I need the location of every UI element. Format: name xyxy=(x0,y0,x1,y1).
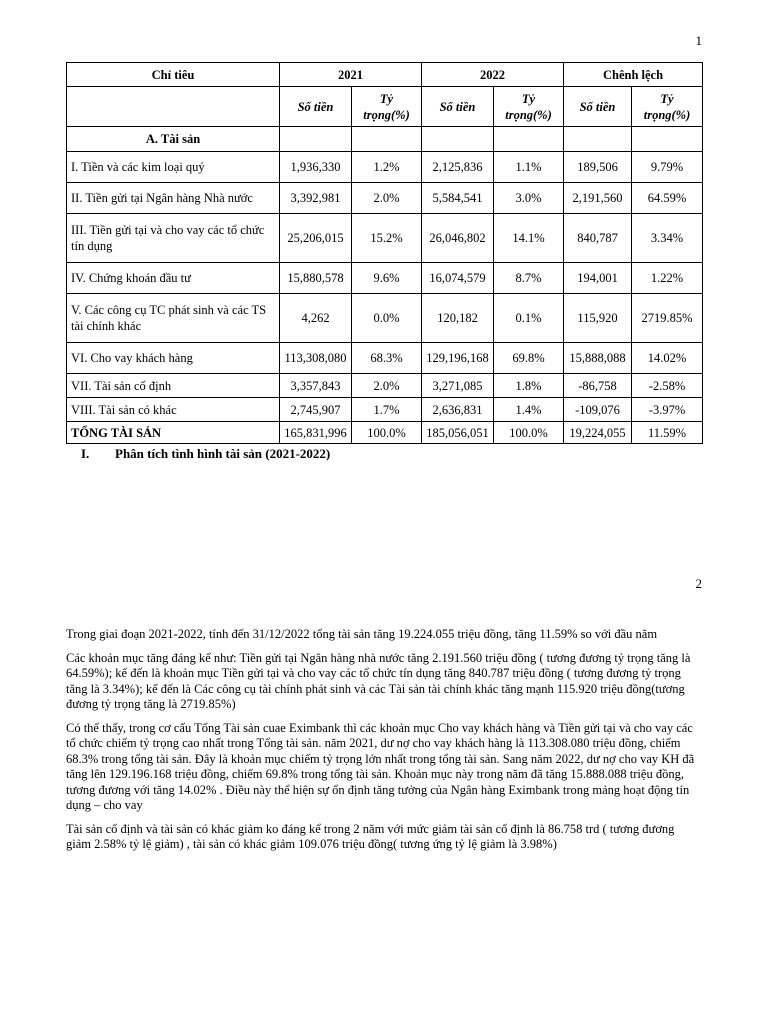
header-amount: Số tiền xyxy=(422,87,494,127)
cell-ratio-2022: 1.1% xyxy=(494,152,564,183)
header-indicator: Chỉ tiêu xyxy=(67,63,280,87)
header-diff: Chênh lệch xyxy=(564,63,703,87)
cell-ratio-2022: 100.0% xyxy=(494,422,564,444)
paragraph: Có thể thấy, trong cơ cấu Tổng Tài sản cuae Eximbank thì các khoản mục Cho vay khách hàng và Tiền gửi tại và cho vay các tổ chức chiếm tỷ trọng cao nhất trong Tổng tài sản. năm 2021, dư nợ cho vay khách hàng là 113.308.080 triệu đồng, chiếm 68.3% trong tổng tài sản. Đây là khoản mục chiếm tỷ trọng lớn nhất trong tổng tài sản. Sang năm 2022, dư nợ cho vay KH đã tăng lên 129.196.168 triệu đồng, chiếm 69.8% trong tổng tài sản. Khoản mục này trong năm đã tăng 15.888.088 triệu đồng, tương đương với tăng 14.02% . Điều này thể hiện sự ổn định tăng tưởng của Ngân hàng Eximbank trong mảng hoạt động tín dụng – cho vay xyxy=(66,720,695,812)
row-label: I. Tiền và các kim loại quý xyxy=(67,152,280,183)
cell-ratio-2021: 9.6% xyxy=(352,263,422,294)
table-row xyxy=(67,263,703,294)
header-2021: 2021 xyxy=(280,63,422,87)
cell-ratio-2021: 0.0% xyxy=(352,294,422,343)
cell-diff-ratio: 2719.85% xyxy=(632,294,703,343)
asset-table xyxy=(66,62,703,444)
cell-diff-ratio: 14.02% xyxy=(632,343,703,374)
cell-diff-ratio: 3.34% xyxy=(632,214,703,263)
table-row xyxy=(67,152,703,183)
header-ratio: Tỷ trọng(%) xyxy=(494,87,564,127)
cell-ratio-2022: 0.1% xyxy=(494,294,564,343)
cell-ratio-2022: 3.0% xyxy=(494,183,564,214)
cell-diff-amount: -86,758 xyxy=(564,374,632,398)
page-number: 1 xyxy=(695,33,702,48)
cell-ratio-2022: 14.1% xyxy=(494,214,564,263)
table-row xyxy=(67,294,703,343)
row-label: IV. Chứng khoán đầu tư xyxy=(67,263,280,294)
cell-ratio-2021: 100.0% xyxy=(352,422,422,444)
cell-diff-amount: 115,920 xyxy=(564,294,632,343)
cell-amount-2021: 165,831,996 xyxy=(280,422,352,444)
cell-amount-2022: 2,636,831 xyxy=(422,398,494,422)
cell-ratio-2022: 69.8% xyxy=(494,343,564,374)
cell-amount-2021: 15,880,578 xyxy=(280,263,352,294)
row-label: V. Các công cụ TC phát sinh và các TS tài chính khác xyxy=(67,294,280,343)
cell-amount-2022: 3,271,085 xyxy=(422,374,494,398)
section-heading xyxy=(81,446,330,462)
header-ratio: Tỷ trọng(%) xyxy=(632,87,703,127)
cell-amount-2021: 4,262 xyxy=(280,294,352,343)
cell-diff-ratio: -3.97% xyxy=(632,398,703,422)
table-row xyxy=(67,183,703,214)
cell-diff-amount: 15,888,088 xyxy=(564,343,632,374)
cell-amount-2022: 5,584,541 xyxy=(422,183,494,214)
cell-amount-2021: 2,745,907 xyxy=(280,398,352,422)
cell-diff-amount: 194,001 xyxy=(564,263,632,294)
cell-ratio-2022: 1.4% xyxy=(494,398,564,422)
cell-amount-2022: 16,074,579 xyxy=(422,263,494,294)
cell-ratio-2021: 1.2% xyxy=(352,152,422,183)
heading-text: Phân tích tình hình tài sản (2021-2022) xyxy=(115,446,331,461)
total-label: TỔNG TÀI SẢN xyxy=(67,422,280,444)
table-row xyxy=(67,398,703,422)
paragraph: Tài sản cố định và tài sản có khác giảm ko đáng kể trong 2 năm với mức giảm tài sản cố định là 86.758 trd ( tương đương giảm 2.58% tỷ lệ giảm) , tài sản có khác giảm 109.076 triệu đồng( tương ứng tỷ lệ giảm là 3.98%) xyxy=(66,821,675,851)
table-row xyxy=(67,343,703,374)
cell-amount-2022: 185,056,051 xyxy=(422,422,494,444)
cell-diff-ratio: 1.22% xyxy=(632,263,703,294)
row-label: II. Tiền gửi tại Ngân hàng Nhà nước xyxy=(67,183,280,214)
cell-diff-amount: 19,224,055 xyxy=(564,422,632,444)
table-row xyxy=(67,214,703,263)
cell-amount-2022: 120,182 xyxy=(422,294,494,343)
cell-amount-2021: 3,357,843 xyxy=(280,374,352,398)
cell-amount-2022: 129,196,168 xyxy=(422,343,494,374)
cell-diff-ratio: -2.58% xyxy=(632,374,703,398)
header-blank xyxy=(67,87,280,127)
cell-diff-amount: -109,076 xyxy=(564,398,632,422)
header-amount: Số tiền xyxy=(564,87,632,127)
section-assets: A. Tài sản xyxy=(67,127,280,152)
cell-amount-2022: 26,046,802 xyxy=(422,214,494,263)
cell-diff-amount: 2,191,560 xyxy=(564,183,632,214)
cell-ratio-2021: 68.3% xyxy=(352,343,422,374)
cell-ratio-2022: 1.8% xyxy=(494,374,564,398)
page-number: 2 xyxy=(695,576,702,591)
cell-diff-amount: 189,506 xyxy=(564,152,632,183)
header-2022: 2022 xyxy=(422,63,564,87)
cell-diff-ratio: 11.59% xyxy=(632,422,703,444)
cell-diff-amount: 840,787 xyxy=(564,214,632,263)
cell-amount-2022: 2,125,836 xyxy=(422,152,494,183)
cell-amount-2021: 3,392,981 xyxy=(280,183,352,214)
paragraph: Các khoản mục tăng đáng kể như: Tiền gửi tại Ngân hàng nhà nước tăng 2.191.560 triệu đồng ( tương đương tỷ trọng tăng là 64.59%); kế đến là khoản mục Tiền gửi tại và cho vay các tổ chức tín dụng tăng 840.787 triệu đồng ( tương đương tỷ trọng tăng là 3.34%); kế đến là Các công cụ tài chính phát sinh và các Tài sản tài chính khác tăng mạnh 115.920 triệu đồng(tương đương tỷ trọng tăng là 2719.85%) xyxy=(66,650,691,711)
cell-diff-ratio: 9.79% xyxy=(632,152,703,183)
cell-ratio-2021: 1.7% xyxy=(352,398,422,422)
header-ratio: Tỷ trọng(%) xyxy=(352,87,422,127)
cell-ratio-2021: 2.0% xyxy=(352,183,422,214)
cell-amount-2021: 113,308,080 xyxy=(280,343,352,374)
cell-ratio-2021: 2.0% xyxy=(352,374,422,398)
table-row xyxy=(67,374,703,398)
cell-ratio-2022: 8.7% xyxy=(494,263,564,294)
paragraph: Trong giai đoạn 2021-2022, tính đến 31/12/2022 tổng tài sản tăng 19.224.055 triệu đồng, tăng 11.59% so với đầu năm xyxy=(66,627,658,641)
total-row xyxy=(67,422,703,444)
row-label: VI. Cho vay khách hàng xyxy=(67,343,280,374)
cell-ratio-2021: 15.2% xyxy=(352,214,422,263)
row-label: VIII. Tài sản có khác xyxy=(67,398,280,422)
heading-number: I. xyxy=(81,446,90,461)
cell-amount-2021: 25,206,015 xyxy=(280,214,352,263)
cell-diff-ratio: 64.59% xyxy=(632,183,703,214)
analysis-text xyxy=(66,627,702,861)
header-amount: Số tiền xyxy=(280,87,352,127)
row-label: III. Tiền gửi tại và cho vay các tổ chức tín dụng xyxy=(67,214,280,263)
cell-amount-2021: 1,936,330 xyxy=(280,152,352,183)
row-label: VII. Tài sản cố định xyxy=(67,374,280,398)
